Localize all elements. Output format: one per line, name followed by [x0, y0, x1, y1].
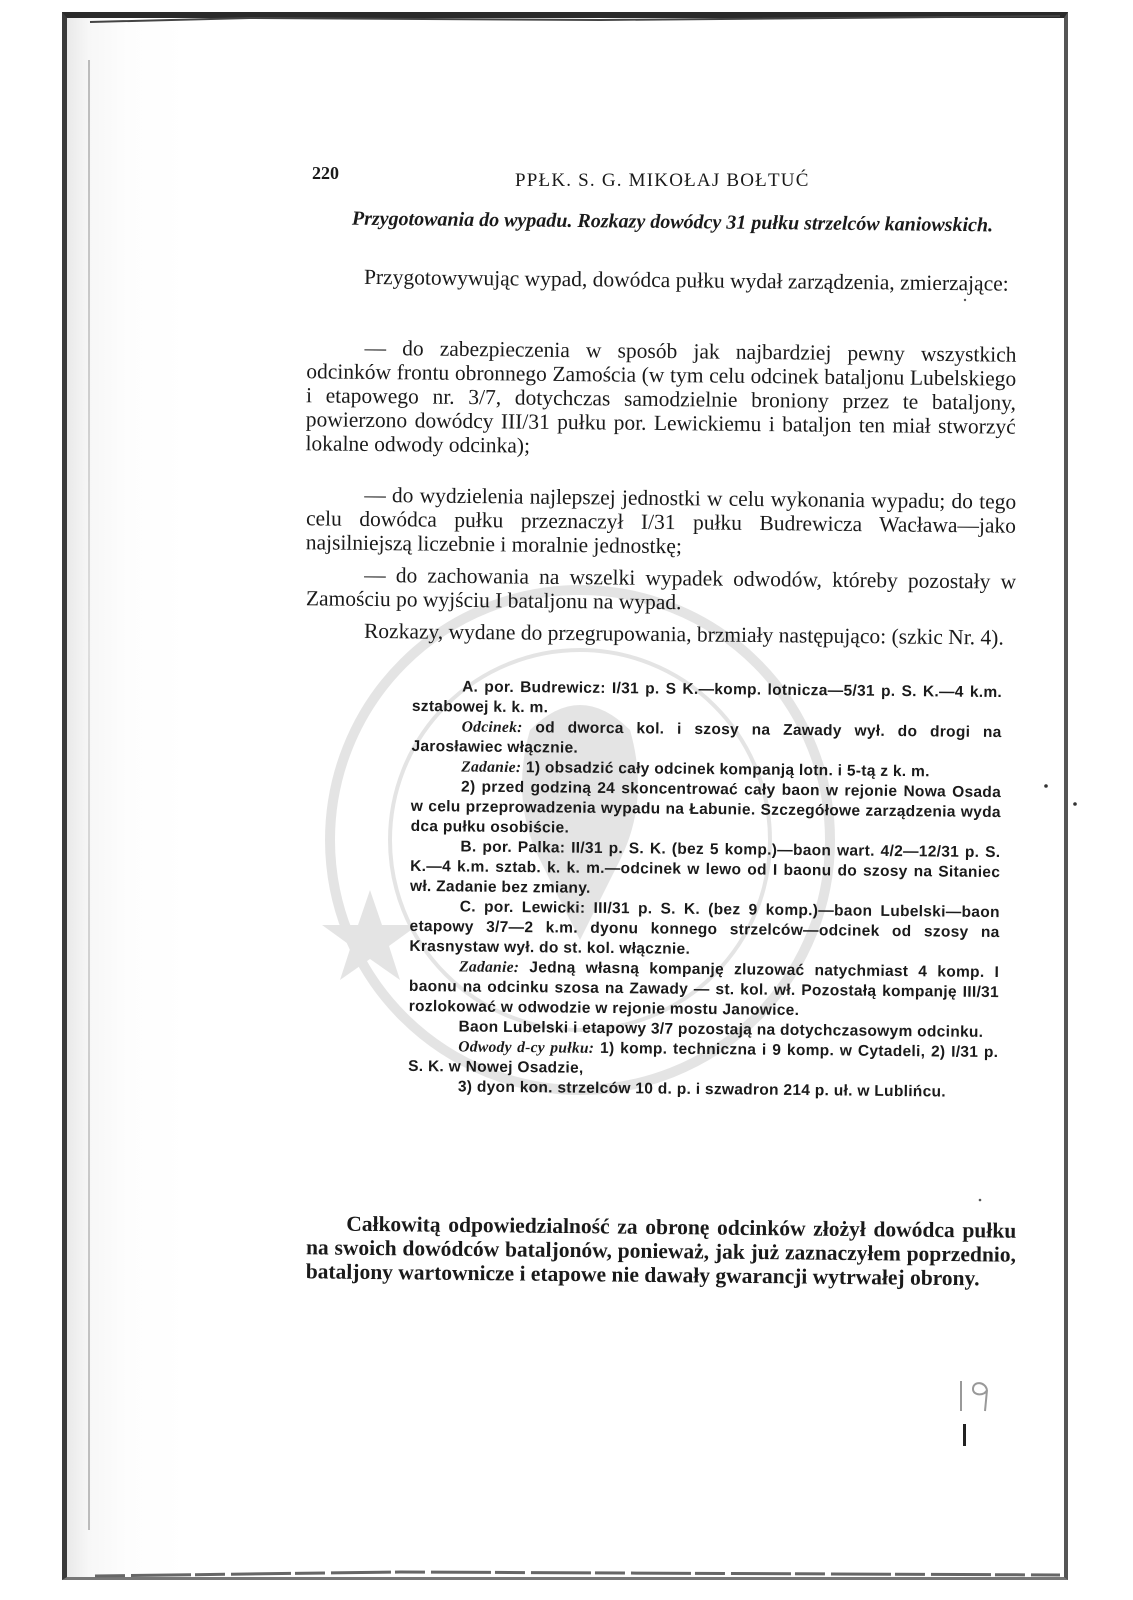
order-odwody-1: 1) komp. techniczna i 9 komp. w Cytadeli, [599, 1039, 926, 1061]
order-odwody-2: 2) I/31 p. S. K. w Nowej Osadzie, [408, 1043, 999, 1077]
order-a-zadanie-2: 2) przed godziną 24 skoncentrować cały baon w rejonie Nowa Osada w celu przeprowadzenia wypadu na Łabunie. Szczegółowe zarządzenia wyda dca pułku osobiście. [410, 778, 1002, 837]
paragraph-raid-unit: — do wydzielenia najlepszej jednostki w celu wykonania wypadu; do tego celu dowódca pułku przeznaczył I/31 pułku Budrewicza Wacława—jako najsilniejszą liczebnie i moralnie jednostkę; [305, 482, 1017, 559]
order-a-odcinek-label: Odcinek: [461, 718, 523, 737]
handwritten-note-19 [955, 1378, 995, 1414]
order-a-zadanie-1: 1) obsadzić cały odcinek kompanją lotn. i 5-tą z k. m. [525, 759, 930, 781]
section-title: Przygotowania do wypadu. Rozkazy dowódcy 31 pułku strzelców kaniowskich. [351, 207, 994, 237]
order-a-head: A. por. Budrewicz: I/31 p. S K.—komp. lotnicza—5/31 p. S. K.—4 k.m. sztabowej k. k. m. [411, 678, 1003, 717]
order-c-head: C. por. Lewicki: III/31 p. S. K. (bez 9 komp.)—baon Lubelski—baon etapowy 3/7—2 k.m. dyonu konnego strzelców—odcinek od szosy na Krasnystaw wył. do st. kol. włącznie. [409, 898, 1000, 958]
paragraph-defense: — do zabezpieczenia w sposób jak najbardziej pewny wszystkich odcinków frontu obronnego Zamościa (w tym celu odcinek bataljonu Lubelskiego i etapowego nr. 3/7, dotychczas samodzielnie broniony przez te bataljony, powierzono dowódcy III/31 pułku por. Lewickiemu i bataljon ten miał stworzyć lokalne odwody odcinka); [305, 335, 1017, 458]
paragraph-reserves: — do zachowania na wszelki wypadek odwodów, któreby pozostały w Zamościu po wyjściu I bataljonu na wypad. [305, 562, 1017, 615]
order-odwody-3: 3) dyon kon. strzelców 10 d. p. i szwadron 214 p. uł. w Lublińcu. [457, 1078, 947, 1101]
order-a-zadanie-label: Zadanie: [461, 758, 522, 777]
page-number: 220 [312, 163, 339, 183]
order-c-zadanie-label: Zadanie: [459, 958, 520, 977]
order-c-zadanie [409, 957, 1000, 1023]
order-odwody-label: Odwody d-cy pułku: [458, 1038, 595, 1057]
margin-tick-mark [963, 1424, 966, 1446]
order-c-zadanie-text: Jedną własną kompanję zluzować natychmiast 4 komp. I baonu na odcinku szosa na Zawady — st. kol. wł. Pozostałą kompanję III/31 rozlokować w odwodzie w rejonie mostu Janowice. [408, 959, 1000, 1019]
paragraph-responsibility: Całkowitą odpowiedzialność za obronę odcinków złożył dowódca pułku na swoich dowódców bataljonów, ponieważ, jak już zaznaczyłem poprzednio, bataljony wartownicze i etapowe nie dawały gwarancji wytrwałej obrony. [305, 1211, 1017, 1291]
order-a-odcinek [411, 717, 1001, 763]
page-edge [88, 60, 90, 1530]
order-b-head: B. por. Palka: II/31 p. S. K. (bez 5 komp.)—baon wart. 4/2—12/31 p. S. K.—4 k.m. sztab. k. k. m.—odcinek w lewo od I baonu do szosy na Sitaniec wł. Zadanie bez zmiany. [409, 838, 1001, 897]
order-odwody [408, 1037, 998, 1083]
orders-block [408, 677, 1002, 1103]
running-head: PPŁK. S. G. MIKOŁAJ BOŁTUĆ [515, 170, 810, 191]
paragraph-intro: Przygotowywując wypad, dowódca pułku wydał zarządzenia, zmierzające: [363, 264, 1009, 296]
order-baon-lubelski: Baon Lubelski i etapowy 3/7 pozostają na dotychczasowym odcinku. [458, 1018, 984, 1041]
order-a-odcinek-text: od dworca kol. i szosy na Zawady wył. do drogi na Jarosławiec włącznie. [411, 719, 1002, 757]
paragraph-orders-intro: Rozkazy, wydane do przegrupowania, brzmiały następująco: (szkic Nr. 4). [363, 618, 1004, 650]
